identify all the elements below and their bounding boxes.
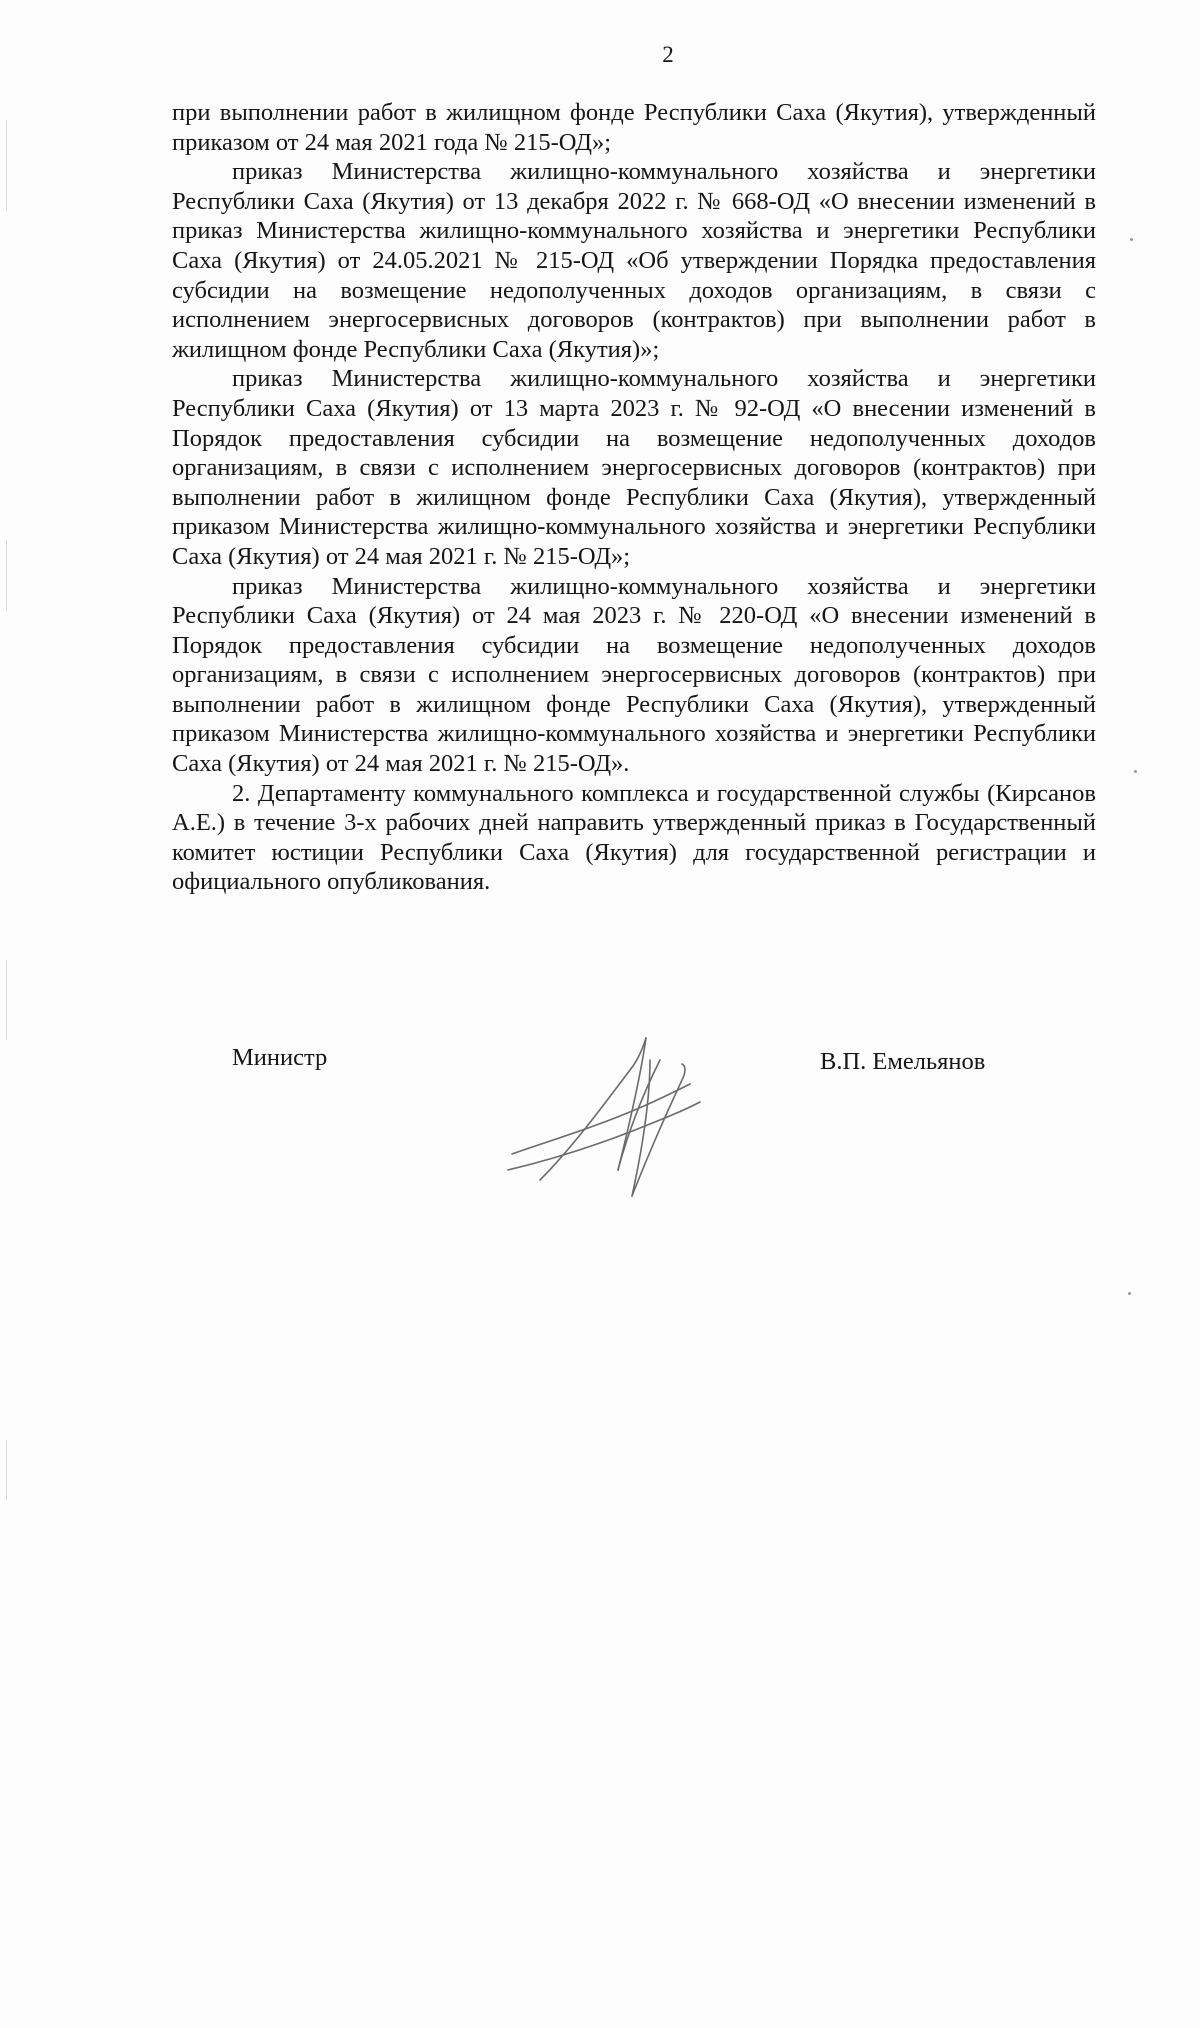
scan-edge-mark <box>6 120 7 210</box>
paragraph: при выполнении работ в жилищном фонде Республики Саха (Якутия), утвержденный приказом от 24 мая 2021 года № 215-ОД»; <box>172 99 1096 156</box>
signatory-name: В.П. Емельянов <box>820 1048 986 1075</box>
paragraph: 2. Департаменту коммунального комплекса и государственной службы (Кирсанов А.Е.) в течение 3-х рабочих дней направить утвержденный приказ в Государственный комитет юстиции Республики Саха (Якутия) для государственной регистрации и официального опубликования. <box>172 779 1096 896</box>
scan-edge-mark <box>6 540 7 610</box>
document-body <box>172 98 1096 897</box>
handwritten-signature <box>500 1020 730 1210</box>
page-number: 2 <box>662 42 674 67</box>
paragraph: приказ Министерства жилищно-коммунального хозяйства и энергетики Республики Саха (Якутия) от 13 марта 2023 г. № 92-ОД «О внесении изменений в Порядок предоставления субсидии на возмещение недополученных доходов организациям, в связи с исполнением энергосервисных договоров (контрактов) при выполнении работ в жилищном фонде Республики Саха (Якутия), утвержденный приказом Министерства жилищно-коммунального хозяйства и энергетики Республики Саха (Якутия) от 24 мая 2021 г. № 215-ОД»; <box>172 365 1096 570</box>
scan-speck <box>1128 1292 1131 1295</box>
scan-speck <box>1134 770 1137 773</box>
scan-edge-mark <box>6 960 7 1040</box>
paragraph: приказ Министерства жилищно-коммунального хозяйства и энергетики Республики Саха (Якутия) от 13 декабря 2022 г. № 668-ОД «О внесении изменений в приказ Министерства жилищно-коммунального хозяйства и энергетики Республики Саха (Якутия) от 24.05.2021 № 215-ОД «Об утверждении Порядка предоставления субсидии на возмещение недополученных доходов организациям, в связи с исполнением энергосервисных договоров (контрактов) при выполнении работ в жилищном фонде Республики Саха (Якутия)»; <box>172 158 1096 363</box>
scan-speck <box>1130 238 1133 241</box>
signatory-title: Министр <box>232 1044 328 1071</box>
paragraph: приказ Министерства жилищно-коммунального хозяйства и энергетики Республики Саха (Якутия) от 24 мая 2023 г. № 220-ОД «О внесении изменений в Порядок предоставления субсидии на возмещение недополученных доходов организациям, в связи с исполнением энергосервисных договоров (контрактов) при выполнении работ в жилищном фонде Республики Саха (Якутия), утвержденный приказом Министерства жилищно-коммунального хозяйства и энергетики Республики Саха (Якутия) от 24 мая 2021 г. № 215-ОД». <box>172 572 1096 778</box>
scan-edge-mark <box>6 1440 7 1500</box>
